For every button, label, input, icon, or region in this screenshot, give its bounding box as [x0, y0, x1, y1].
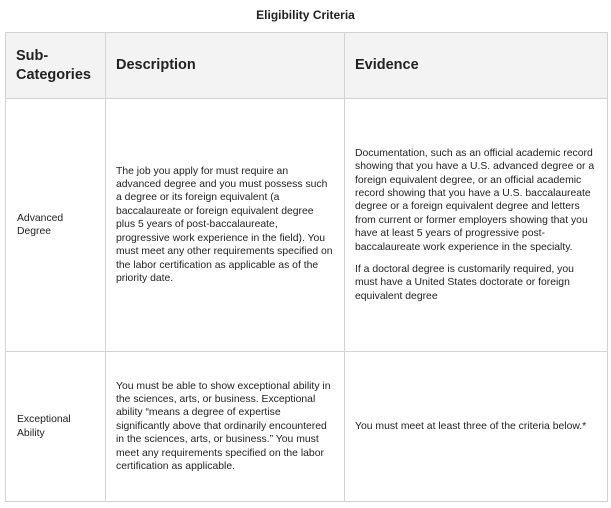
- description-exceptional-ability: You must be able to show exceptional ability in the sciences, arts, or business. Exceptional ability “means a degree of expertise significantly above that ordinarily encountered in the sciences, arts, or business.” You must meet any requirements specified on the labor certification as applicable.: [116, 380, 331, 473]
- table-row: [6, 99, 608, 352]
- evidence-cell: [345, 352, 608, 502]
- description-cell: [106, 99, 345, 352]
- header-subcategories-line2: Categories: [16, 66, 91, 83]
- header-description: Description: [106, 33, 345, 99]
- table-caption: Eligibility Criteria: [256, 8, 355, 22]
- description-advanced-degree: The job you apply for must require an advanced degree and you must possess such a degree or its foreign equivalent (a baccalaureate or foreign equivalent degree plus 5 years of post-baccalaureate, progressive work experience in the field). You must meet any other requirements specified on the labor certification as applicable as of the priority date.: [116, 165, 333, 284]
- description-cell: [106, 352, 345, 502]
- subcategory-cell: [6, 99, 106, 352]
- evidence-cell: [345, 99, 608, 352]
- table-header-row: [6, 33, 608, 99]
- header-subcategories-line1: Sub-: [16, 47, 49, 64]
- subcategory-exceptional-ability: Exceptional Ability: [17, 414, 71, 439]
- evidence-advanced-degree-para-1: Documentation, such as an official academic record showing that you have a U.S. advanced degree or a foreign equivalent degree, or an official academic record showing that you have a U.S. baccalaureate degree or a foreign equivalent degree and letters from current or former employers showing that you have at least 5 years of progressive post-baccalaureate work experience in the specialty.: [355, 147, 595, 253]
- subcategory-advanced-degree: Advanced Degree: [17, 212, 64, 237]
- evidence-advanced-degree-para-2: If a doctoral degree is customarily required, you must have a United States doctorate or foreign equivalent degree: [355, 264, 574, 302]
- subcategory-cell: [6, 352, 106, 502]
- header-evidence: Evidence: [345, 33, 608, 99]
- table-row: [6, 352, 608, 502]
- eligibility-criteria-table: [5, 32, 608, 502]
- header-subcategories: [6, 33, 106, 99]
- evidence-exceptional-ability-para-1: You must meet at least three of the criteria below.*: [355, 420, 587, 432]
